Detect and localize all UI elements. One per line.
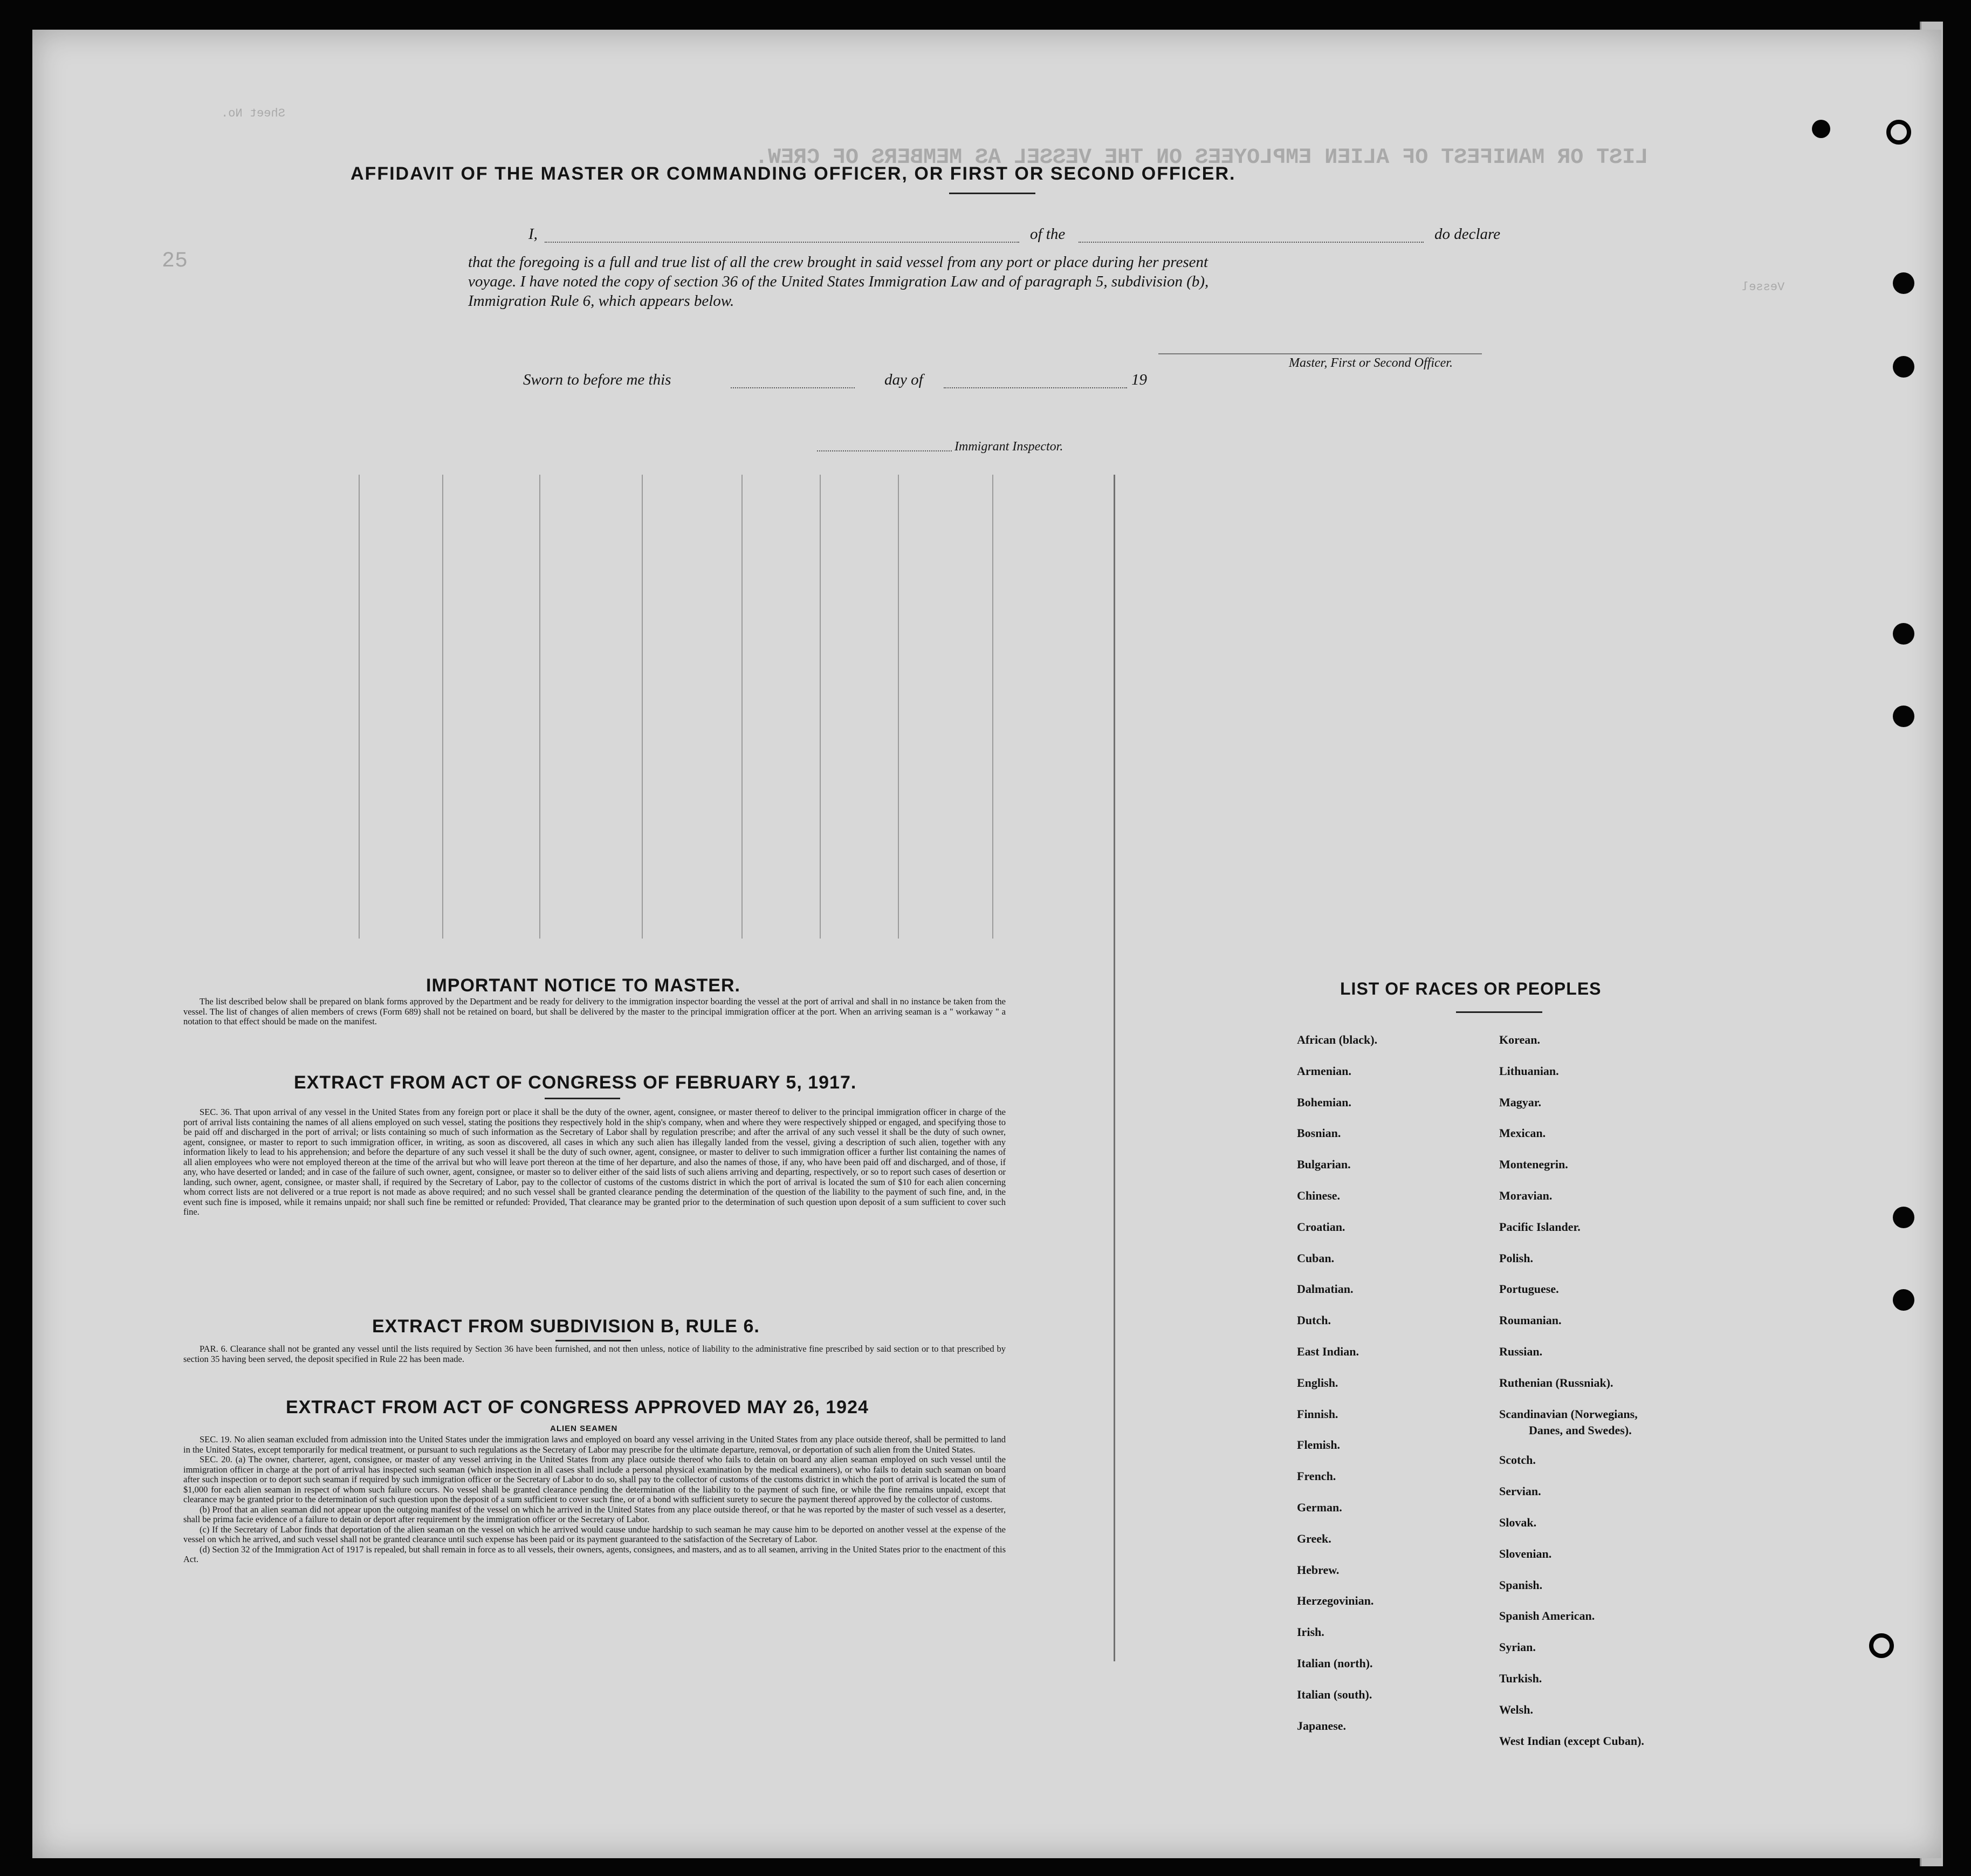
notice-text: The list described below shall be prepared on blank forms approved by the Department and be ready for delivery to the immigration inspector boarding the vessel at the port of arrival and shall in no instance be taken from the vessel. The list of changes of alien members of crews (Form 689) shall not be retained on board, but shall be delivered by the master to the principal immigration officer at the port. When an arriving seaman is a " workaway " a notation to that effect should be made on the manifest.: [183, 996, 1006, 1026]
race-item: Irish.: [1297, 1625, 1324, 1639]
binder-hole: [1893, 356, 1914, 378]
binder-hole: [1869, 1633, 1894, 1658]
day-of-label: day of: [884, 371, 923, 388]
race-item: Lithuanian.: [1499, 1064, 1559, 1078]
extract-1924-text: [183, 1435, 1006, 1565]
race-item: Chinese.: [1297, 1189, 1341, 1202]
affidavit-line1-of-the: of the: [1030, 225, 1066, 243]
sworn-day-field[interactable]: [731, 387, 855, 388]
table-rule: [741, 475, 743, 939]
race-item: Spanish.: [1499, 1578, 1543, 1592]
affidavit-title: AFFIDAVIT OF THE MASTER OR COMMANDING OFFICER, OR FIRST OR SECOND OFFICER.: [351, 163, 1236, 184]
year-label: 19: [1131, 371, 1147, 388]
rule6-rule: [555, 1340, 631, 1341]
extract-1924-subtitle: ALIEN SEAMEN: [550, 1424, 618, 1433]
affidavit-body-line4: Immigration Rule 6, which appears below.: [468, 292, 734, 310]
table-rule: [898, 475, 899, 939]
document-page: [32, 30, 1941, 1858]
race-item: Dutch.: [1297, 1313, 1331, 1327]
race-item: Bohemian.: [1297, 1095, 1351, 1109]
table-rule: [992, 475, 993, 939]
race-item: Turkish.: [1499, 1672, 1542, 1685]
bleed-through-header: LIST OR MANIFEST OF ALIEN EMPLOYEES ON THE VESSEL AS MEMBERS OF CREW.: [755, 146, 1649, 170]
table-rule: [442, 475, 443, 939]
race-item: Mexican.: [1499, 1126, 1546, 1140]
race-item: Scotch.: [1499, 1453, 1536, 1467]
table-rule: [1114, 475, 1115, 1661]
race-item: Servian.: [1499, 1484, 1541, 1498]
race-item: West Indian (except Cuban).: [1499, 1734, 1644, 1748]
race-item: Greek.: [1297, 1531, 1331, 1545]
race-item: Hebrew.: [1297, 1563, 1340, 1577]
sec20a-paragraph: SEC. 20. (a) The owner, charterer, agent, consignee, or master of any vessel arriving in the United States from any place outside thereof who fails to detain on board any alien seaman employed on such vessel until the immigration officer in charge at the port of arrival has inspected such seaman (which inspection in all cases shall include a personal physical examination by the medical examiners), or who fails to detain such seaman on board after such inspection or to deport such seaman if required by such immigration officer or the Secretary of Labor to do so, shall pay to the collector of customs of the customs district in which the port of arrival is located the sum of $1,000 for each alien seaman in respect of whom such failure occurs. No vessel shall be granted clearance pending the determination of the liability to the payment of such fine, or while the fine remains unpaid, except that clearance may be granted prior to the determination of such question upon the deposit of a sum sufficient to cover such fine, or of a bond with sufficient surety to secure the payment thereof approved by the collector of customs.: [183, 1454, 1006, 1504]
race-item: Roumanian.: [1499, 1313, 1562, 1327]
sec20d-paragraph: (d) Section 32 of the Immigration Act of 1917 is repealed, but shall remain in force as to all vessels, their owners, agents, consignees, and masters, and as to all seamen, arriving in the United States prior to the enactment of this Act.: [183, 1544, 1006, 1564]
race-item: French.: [1297, 1469, 1336, 1483]
sec20c-paragraph: (c) If the Secretary of Labor finds that deportation of the alien seaman on the vessel on which he arrived would cause undue hardship to such seaman he may cause him to be deported on another vessel at the expense of the vessel on which he arrived, and such vessel shall not be granted clearance until such expense has been paid or its payment guaranteed to the satisfaction of the Secretary of Labor.: [183, 1524, 1006, 1544]
race-item: Finnish.: [1297, 1407, 1338, 1421]
races-title: LIST OF RACES OR PEOPLES: [1340, 979, 1602, 998]
race-item: Moravian.: [1499, 1189, 1553, 1202]
sec20b-paragraph: (b) Proof that an alien seaman did not appear upon the outgoing manifest of the vessel on which he arrived in the United States from any place outside thereof, or that he was reported by the master of such vessel as a deserter, shall be prima facie evidence of a failure to detain or deport after requirement by the immigration officer or the Secretary of Labor.: [183, 1504, 1006, 1524]
race-item: Montenegrin.: [1499, 1158, 1568, 1172]
master-signature-label: Master, First or Second Officer.: [1289, 356, 1453, 370]
bleed-through-sheet-no: Sheet No.: [221, 107, 285, 120]
race-item-continuation: Danes, and Swedes).: [1529, 1423, 1632, 1437]
races-title-rule: [1456, 1011, 1542, 1013]
race-item: Russian.: [1499, 1345, 1543, 1358]
binder-hole: [1893, 272, 1914, 294]
bleed-through-page-number: 25: [162, 249, 188, 273]
race-item: Korean.: [1499, 1033, 1540, 1046]
race-item: Portuguese.: [1499, 1282, 1559, 1296]
race-item: Bosnian.: [1297, 1126, 1341, 1140]
rule6-title: EXTRACT FROM SUBDIVISION B, RULE 6.: [372, 1316, 760, 1337]
affidavit-body-line3: voyage. I have noted the copy of section 36 of the United States Immigration Law and of paragraph 5, subdivision (b),: [468, 273, 1209, 290]
vessel-name-field[interactable]: [1079, 242, 1424, 243]
table-rule: [820, 475, 821, 939]
extract-1924-title: EXTRACT FROM ACT OF CONGRESS APPROVED MAY 26, 1924: [286, 1397, 869, 1418]
race-item: Cuban.: [1297, 1251, 1335, 1265]
sworn-month-field[interactable]: [944, 387, 1127, 388]
binder-hole: [1893, 1207, 1914, 1228]
race-item: Italian (south).: [1297, 1687, 1372, 1701]
race-item: Croatian.: [1297, 1220, 1345, 1234]
binder-hole: [1893, 706, 1914, 727]
race-item: Ruthenian (Russniak).: [1499, 1375, 1613, 1389]
race-item: Scandinavian (Norwegians,: [1499, 1407, 1638, 1421]
race-item: Flemish.: [1297, 1438, 1341, 1452]
notice-title: IMPORTANT NOTICE TO MASTER.: [426, 975, 740, 996]
race-item: Italian (north).: [1297, 1656, 1373, 1670]
master-signature-field[interactable]: [1158, 353, 1482, 354]
binder-hole: [1886, 120, 1911, 145]
sworn-label: Sworn to before me this: [523, 371, 671, 388]
race-item: Slovak.: [1499, 1516, 1537, 1529]
binder-hole: [1893, 1289, 1914, 1311]
race-item: Spanish American.: [1499, 1609, 1595, 1623]
race-item: Pacific Islander.: [1499, 1220, 1581, 1234]
table-rule: [359, 475, 360, 939]
extract-1917-title: EXTRACT FROM ACT OF CONGRESS OF FEBRUARY 5, 1917.: [294, 1072, 857, 1093]
race-item: Magyar.: [1499, 1095, 1542, 1109]
rule6-text: PAR. 6. Clearance shall not be granted any vessel until the lists required by Section 36 have been furnished, and not then unless, notice of liability to the administrative fine prescribed by said section or to that prescribed by section 35 having been served, the deposit specified in Rule 22 has been made.: [183, 1344, 1006, 1364]
inspector-label: Immigrant Inspector.: [954, 440, 1063, 454]
binder-hole: [1812, 120, 1830, 138]
race-item: Dalmatian.: [1297, 1282, 1354, 1296]
race-item: German.: [1297, 1501, 1342, 1514]
race-item: Syrian.: [1499, 1640, 1536, 1654]
race-item: Polish.: [1499, 1251, 1533, 1265]
affidavit-body-line2: that the foregoing is a full and true list of all the crew brought in said vessel from any port or place during her present: [468, 254, 1208, 271]
race-item: Japanese.: [1297, 1718, 1347, 1733]
race-item: English.: [1297, 1375, 1338, 1389]
race-item: Herzegovinian.: [1297, 1594, 1374, 1608]
race-item: African (black).: [1297, 1033, 1378, 1046]
race-item: East Indian.: [1297, 1345, 1359, 1358]
extract-1917-text: SEC. 36. That upon arrival of any vessel in the United States from any foreign port or place it shall be the duty of the owner, agent, consignee, or master thereof to deliver to the principal immigration officer in charge of the port of arrival lists containing the names of all aliens employed on such vessel, stating the positions they respectively hold in the ship's company, when and where they were respectively shipped or engaged, and specifying those to be paid off and discharged in the port of arrival; or lists containing so much of such information as the Secretary of Labor shall by regulation prescribe; and after the arrival of any such vessel it shall be the duty of such owner, agent, consignee, or master to report to such immigration officer, in writing, as soon as discovered, all cases in which any such alien has illegally landed from the vessel, giving a description of such alien, together with any information likely to lead to his apprehension; and before the departure of any such vessel it shall be the duty of such owner, agent, consignee, or master to deliver to such immigration officer a further list containing the names of all alien employees who were not employed thereon at the time of the arrival but who will leave port thereon at the time of her departure, and also the names of those, if any, who have been paid off and discharged, and of those, if any, who have deserted or landed; and in case of the failure of such owner, agent, consignee, or master so to deliver either of the said lists of such aliens arriving and departing, respectively, or so to report such cases of desertion or landing, such owner, agent, consignee, or master shall, if required by the Secretary of Labor, pay to the collector of customs of the customs district in which the port of arrival is located the sum of $10 for each alien concerning whom correct lists are not delivered or a true report is not made as above required; and no such vessel shall be granted clearance pending the determination of the question of the liability to the payment of such fine, and, in the event such fine is imposed, while it remains unpaid; nor shall such fine be remitted or refunded: Provided, That clearance may be granted prior to the determination of such question upon deposit of a sum sufficient to cover such fine.: [183, 1107, 1006, 1217]
inspector-signature-field[interactable]: [817, 450, 952, 451]
race-item: Welsh.: [1499, 1702, 1533, 1716]
binder-hole: [1893, 623, 1914, 645]
race-item: Bulgarian.: [1297, 1158, 1351, 1172]
master-name-field[interactable]: [545, 242, 1019, 243]
race-item: Slovenian.: [1499, 1546, 1552, 1560]
affidavit-line1-declare: do declare: [1434, 225, 1501, 243]
race-item: Armenian.: [1297, 1064, 1351, 1078]
affidavit-line1-i: I,: [528, 225, 538, 243]
table-rule: [539, 475, 540, 939]
extract-1917-rule: [545, 1098, 620, 1099]
sec19-paragraph: SEC. 19. No alien seaman excluded from admission into the United States under the immigration laws and employed on board any vessel arriving in the United States from any place outside thereof, shall be permitted to land in the United States, except temporarily for medical treatment, or pursuant to such regulations as the Secretary of Labor may prescribe for the ultimate departure, removal, or deportation of such alien from the United States.: [183, 1434, 1006, 1455]
affidavit-title-rule: [949, 193, 1035, 194]
bleed-through-vessel: Vessel: [1742, 280, 1785, 294]
table-rule: [642, 475, 643, 939]
